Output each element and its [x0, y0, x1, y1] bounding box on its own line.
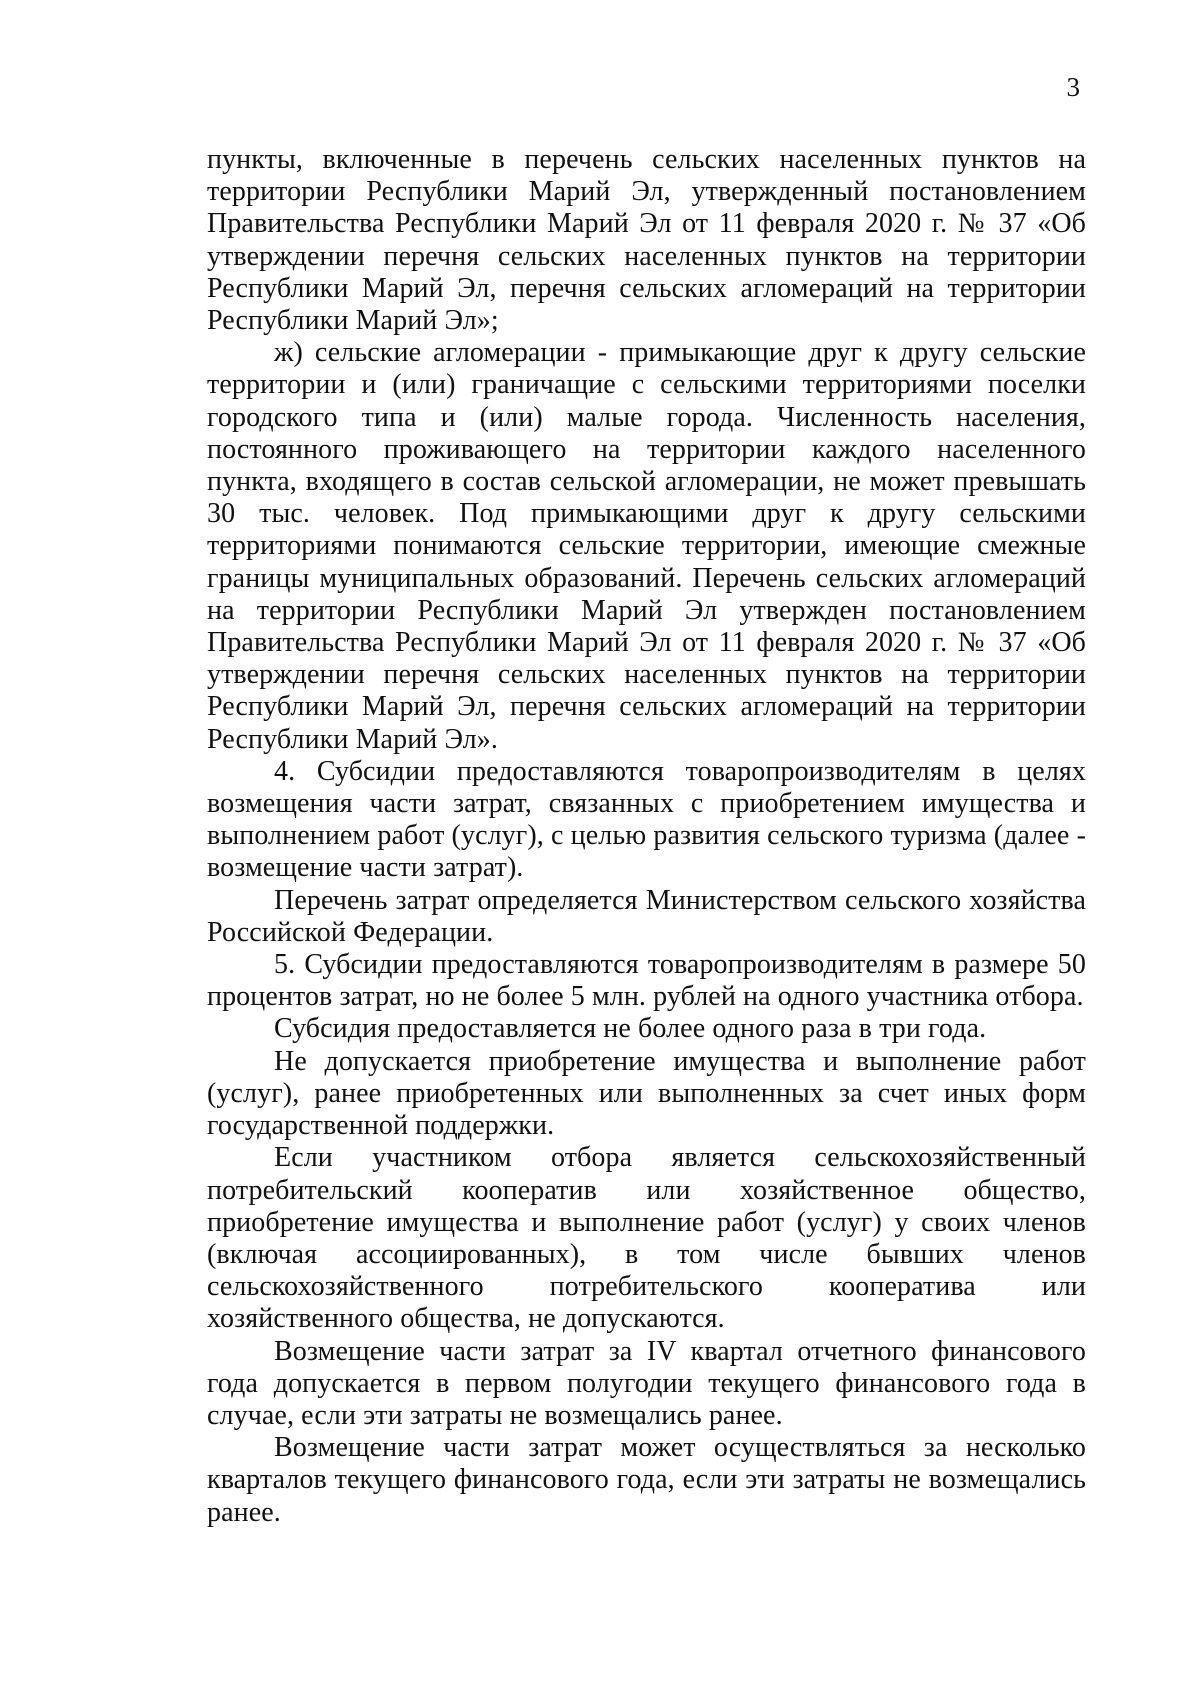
paragraph-cooperative-restriction: Если участником отбора является сельскохозяйственный потребительский кооператив или хозяйственное общество, приобретение имущества и выполнение работ (услуг) у своих членов (включая ассоциированных), в том числе бывших членов сельскохозяйственного потребительского кооператива или хозяйственного общества, не допускаются. — [207, 1142, 1086, 1335]
paragraph-cost-list: Перечень затрат определяется Министерством сельского хозяйства Российской Федерации. — [207, 884, 1086, 948]
paragraph-q4-reimbursement: Возмещение части затрат за IV квартал отчетного финансового года допускается в первом полугодии текущего финансового года в случае, если эти затраты не возмещались ранее. — [207, 1335, 1086, 1431]
paragraph-zh-rural-agglomerations: ж) сельские агломерации - примыкающие друг к другу сельские территории и (или) граничащие с сельскими территориями поселки городского типа и (или) малые города. Численность населения, постоянного проживающего на территории каждого населенного пункта, входящего в состав сельской агломерации, не может превышать 30 тыс. человек. Под примыкающими друг к другу сельскими территориями понимаются сельские территории, имеющие смежные границы муниципальных образований. Перечень сельских агломераций на территории Республики Марий Эл утвержден постановлением Правительства Республики Марий Эл от 11 февраля 2020 г. № 37 «Об утверждении перечня сельских населенных пунктов на территории Республики Марий Эл, перечня сельских агломераций на территории Республики Марий Эл». — [207, 337, 1086, 755]
page-number: 3 — [1066, 72, 1080, 102]
paragraph-multi-quarter-reimbursement: Возмещение части затрат может осуществляться за несколько кварталов текущего финансового года, если эти затраты не возмещались ранее. — [207, 1432, 1086, 1528]
paragraph-continuation: пункты, включенные в перечень сельских населенных пунктов на территории Республики Марий Эл, утвержденный постановлением Правительства Республики Марий Эл от 11 февраля 2020 г. № 37 «Об утверждении перечня сельских населенных пунктов на территории Республики Марий Эл, перечня сельских агломераций на территории Республики Марий Эл»; — [207, 144, 1086, 337]
paragraph-no-duplicate-support: Не допускается приобретение имущества и выполнение работ (услуг), ранее приобретенных или выполненных за счет иных форм государственной поддержки. — [207, 1045, 1086, 1142]
paragraph-5-subsidy-amount: 5. Субсидии предоставляются товаропроизводителям в размере 50 процентов затрат, но не более 5 млн. рублей на одного участника отбора. — [207, 949, 1086, 1013]
paragraph-frequency: Субсидия предоставляется не более одного раза в три года. — [274, 1013, 987, 1045]
paragraph-4-subsidies-purpose: 4. Субсидии предоставляются товаропроизводителям в целях возмещения части затрат, связанных с приобретением имущества и выполнением работ (услуг), с целью развития сельского туризма (далее - возмещение части затрат). — [207, 755, 1086, 884]
document-body — [207, 144, 1086, 1529]
